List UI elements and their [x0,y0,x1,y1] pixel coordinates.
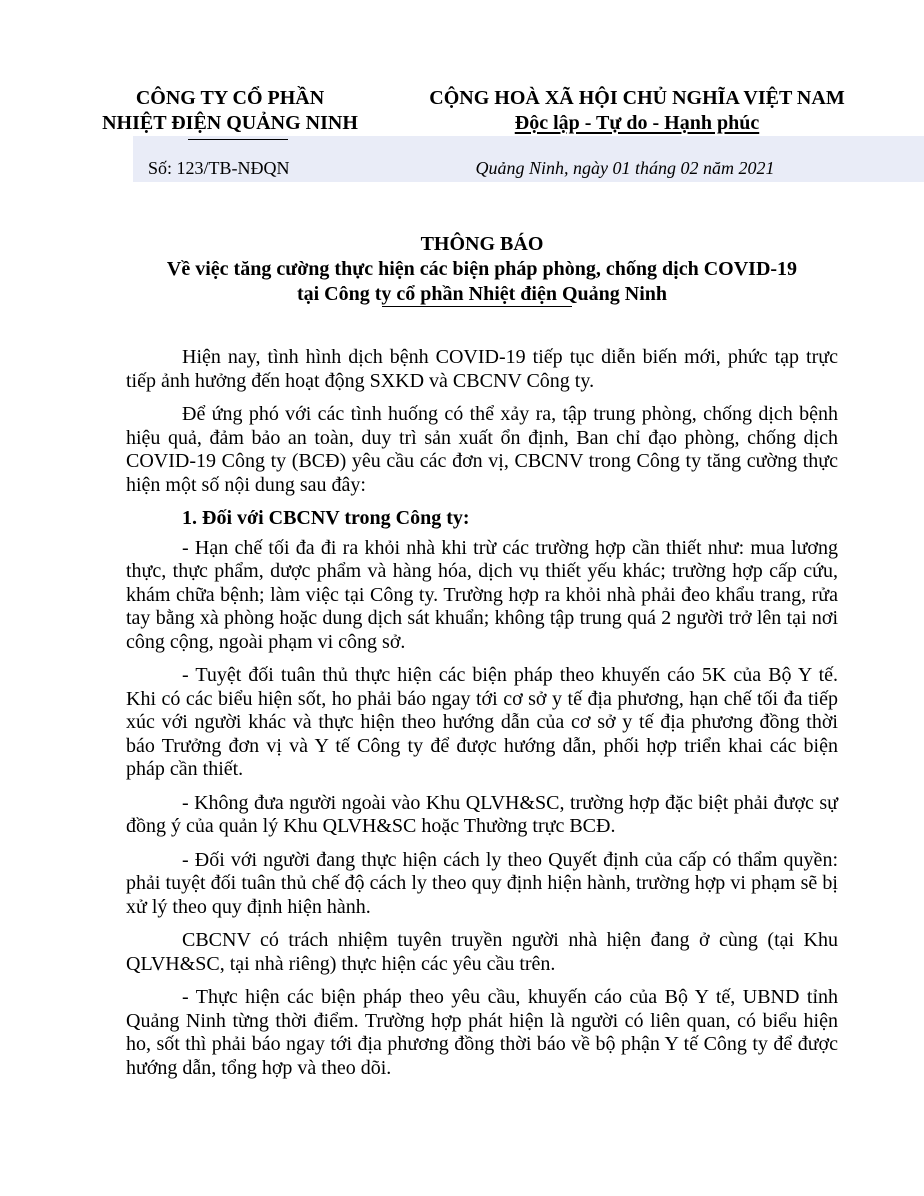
title-line2: Về việc tăng cường thực hiện các biện pháp phòng, chống dịch COVID-19 [166,258,798,280]
document-title [60,232,904,307]
highlight-band-mask [0,136,133,182]
national-motto: Độc lập - Tự do - Hạnh phúc [514,112,760,134]
title-line1: THÔNG BÁO [420,233,544,255]
title-line3: tại Công ty cổ phần Nhiệt điện Quảng Ninh [296,283,668,305]
nation-name: CỘNG HOÀ XÃ HỘI CHỦ NGHĨA VIỆT NAM [429,87,845,109]
paragraph-4: - Tuyệt đối tuân thủ thực hiện các biện pháp theo khuyến cáo 5K của Bộ Y tế. Khi có các biểu hiện sốt, ho phải báo ngay tới cơ sở y tế địa phương, hạn chế tối đa tiếp xúc với người khác và thực hiện theo hướng dẫn của cơ sở y tế địa phương đồng thời báo Trưởng đơn vị và Y tế Công ty để được hướng dẫn, phối hợp triển khai các biện pháp cần thiết. [126,664,838,780]
paragraph-3: - Hạn chế tối đa đi ra khỏi nhà khi trừ các trường hợp cần thiết như: mua lương thực, thực phẩm, dược phẩm và hàng hóa, dịch vụ thiết yếu khác; trường hợp cấp cứu, khám chữa bệnh; làm việc tại Công ty. Trường hợp ra khỏi nhà phải đeo khẩu trang, rửa tay bằng xà phòng hoặc dung dịch sát khuẩn; không tập trung quá 2 người trở lên tại nơi công cộng, ngoài phạm vi công sở. [126,536,838,653]
document-body [126,346,838,1090]
document-date: Quảng Ninh, ngày 01 tháng 02 năm 2021 [475,158,775,178]
company-name-line2: NHIỆT ĐIỆN QUẢNG NINH [102,112,358,134]
paragraph-6: - Đối với người đang thực hiện cách ly theo Quyết định của cấp có thẩm quyền: phải tuyệt đối tuân thủ chế độ cách ly theo quy định hiện hành, trường hợp vi phạm sẽ bị xử lý theo quy định hiện hành. [126,848,838,918]
company-underline [188,139,288,140]
nation-header [392,86,882,136]
title-underline [382,306,572,307]
company-header [80,86,380,136]
company-name-line1: CÔNG TY CỔ PHẦN [135,87,325,109]
document-number: Số: 123/TB-NĐQN [148,158,290,178]
paragraph-2: Để ứng phó với các tình huống có thể xảy ra, tập trung phòng, chống dịch bệnh hiệu quả, đảm bảo an toàn, duy trì sản xuất ổn định, Ban chỉ đạo phòng, chống dịch COVID-19 Công ty (BCĐ) yêu cầu các đơn vị, CBCNV trong Công ty tăng cường thực hiện một số nội dung sau đây: [126,403,838,496]
section-heading-1: 1. Đối với CBCNV trong Công ty: [182,507,470,529]
paragraph-5: - Không đưa người ngoài vào Khu QLVH&SC, trường hợp đặc biệt phải được sự đồng ý của quản lý Khu QLVH&SC hoặc Thường trực BCĐ. [126,791,838,837]
paragraph-8: - Thực hiện các biện pháp theo yêu cầu, khuyến cáo của Bộ Y tế, UBND tỉnh Quảng Ninh từng thời điểm. Trường hợp phát hiện là người có liên quan, có biểu hiện ho, sốt thì phải báo ngay tới địa phương đồng thời báo về bộ phận Y tế Công ty để được hướng dẫn, tổng hợp và theo dõi. [126,986,838,1079]
paragraph-1: Hiện nay, tình hình dịch bệnh COVID-19 tiếp tục diễn biến mới, phức tạp trực tiếp ảnh hưởng đến hoạt động SXKD và CBCNV Công ty. [126,346,838,392]
paragraph-7: CBCNV có trách nhiệm tuyên truyền người nhà hiện đang ở cùng (tại Khu QLVH&SC, tại nhà riêng) thực hiện các yêu cầu trên. [126,929,838,975]
